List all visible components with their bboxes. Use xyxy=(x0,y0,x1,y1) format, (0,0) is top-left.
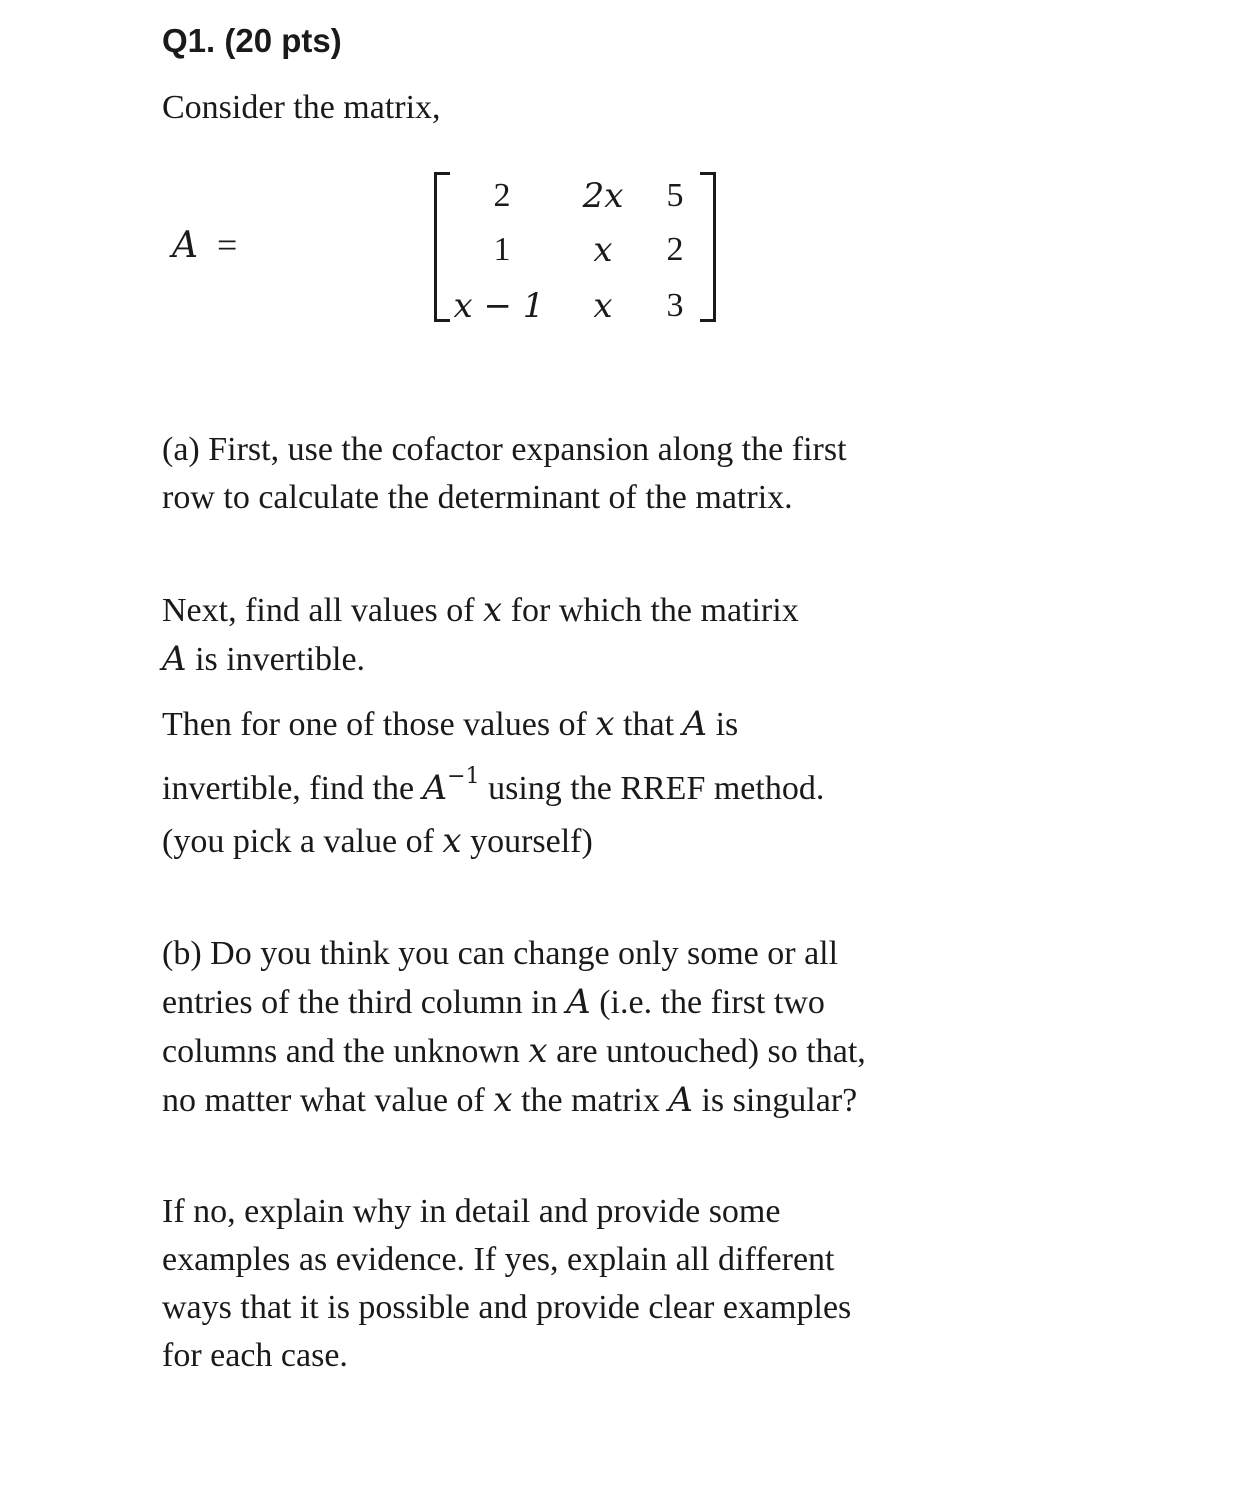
inverse-base: A xyxy=(422,768,448,808)
matrix-cell-r3c3: 3 xyxy=(666,287,684,324)
matrix-cell-r2c3: 2 xyxy=(666,231,684,268)
matrix-cell-r1c2: 2x xyxy=(582,176,624,216)
matrix-cell-r3c2: x xyxy=(593,286,613,326)
matrix-cell-r3c1: x − 1 xyxy=(453,286,545,326)
var-x: x xyxy=(442,821,462,861)
inverse-exponent: −1 xyxy=(447,764,480,789)
var-A: A xyxy=(566,982,591,1022)
matrix-cell-r2c1: 1 xyxy=(493,231,511,268)
matrix-cell-r1c1: 2 xyxy=(493,177,511,214)
var-x: x xyxy=(493,1080,513,1120)
matrix-equation xyxy=(172,168,732,328)
var-A: A xyxy=(162,639,187,679)
part-b-paragraph-1: (b) Do you think you can change only some or all entries of the third column in A (i.e. the first two columns and the unknown x are untouched) so that, no matter what value of x the matrix A is singular? xyxy=(162,935,866,1120)
matrix-name: A xyxy=(172,225,198,266)
part-b-paragraph-2: If no, explain why in detail and provide some examples as evidence. If yes, explain all different ways that it is possible and provide clear examples for each case. xyxy=(162,1193,852,1374)
right-bracket xyxy=(700,172,716,322)
var-x: x xyxy=(595,704,615,744)
intro-text: Consider the matrix, xyxy=(162,89,441,126)
matrix-lhs xyxy=(172,224,237,266)
matrix-cell-r2c2: x xyxy=(593,230,613,270)
question-title: Q1. (20 pts) xyxy=(162,22,342,59)
var-A: A xyxy=(682,704,708,744)
var-x: x xyxy=(528,1031,548,1071)
var-x: x xyxy=(483,590,503,630)
matrix-cell-r1c3: 5 xyxy=(666,177,684,214)
part-a-paragraph-3: Then for one of those values of x that A is invertible, find the $A^{-1}$ using the RREF method. (you pick a value of x yourself) xyxy=(162,704,825,861)
part-a-paragraph-2: Next, find all values of x for which the matirix A is invertible. xyxy=(162,590,799,679)
var-A: A xyxy=(668,1080,693,1120)
part-a-paragraph-1: (a) First, use the cofactor expansion along the first row to calculate the determinant of the matrix. xyxy=(162,431,847,516)
equals-sign: = xyxy=(217,225,238,265)
